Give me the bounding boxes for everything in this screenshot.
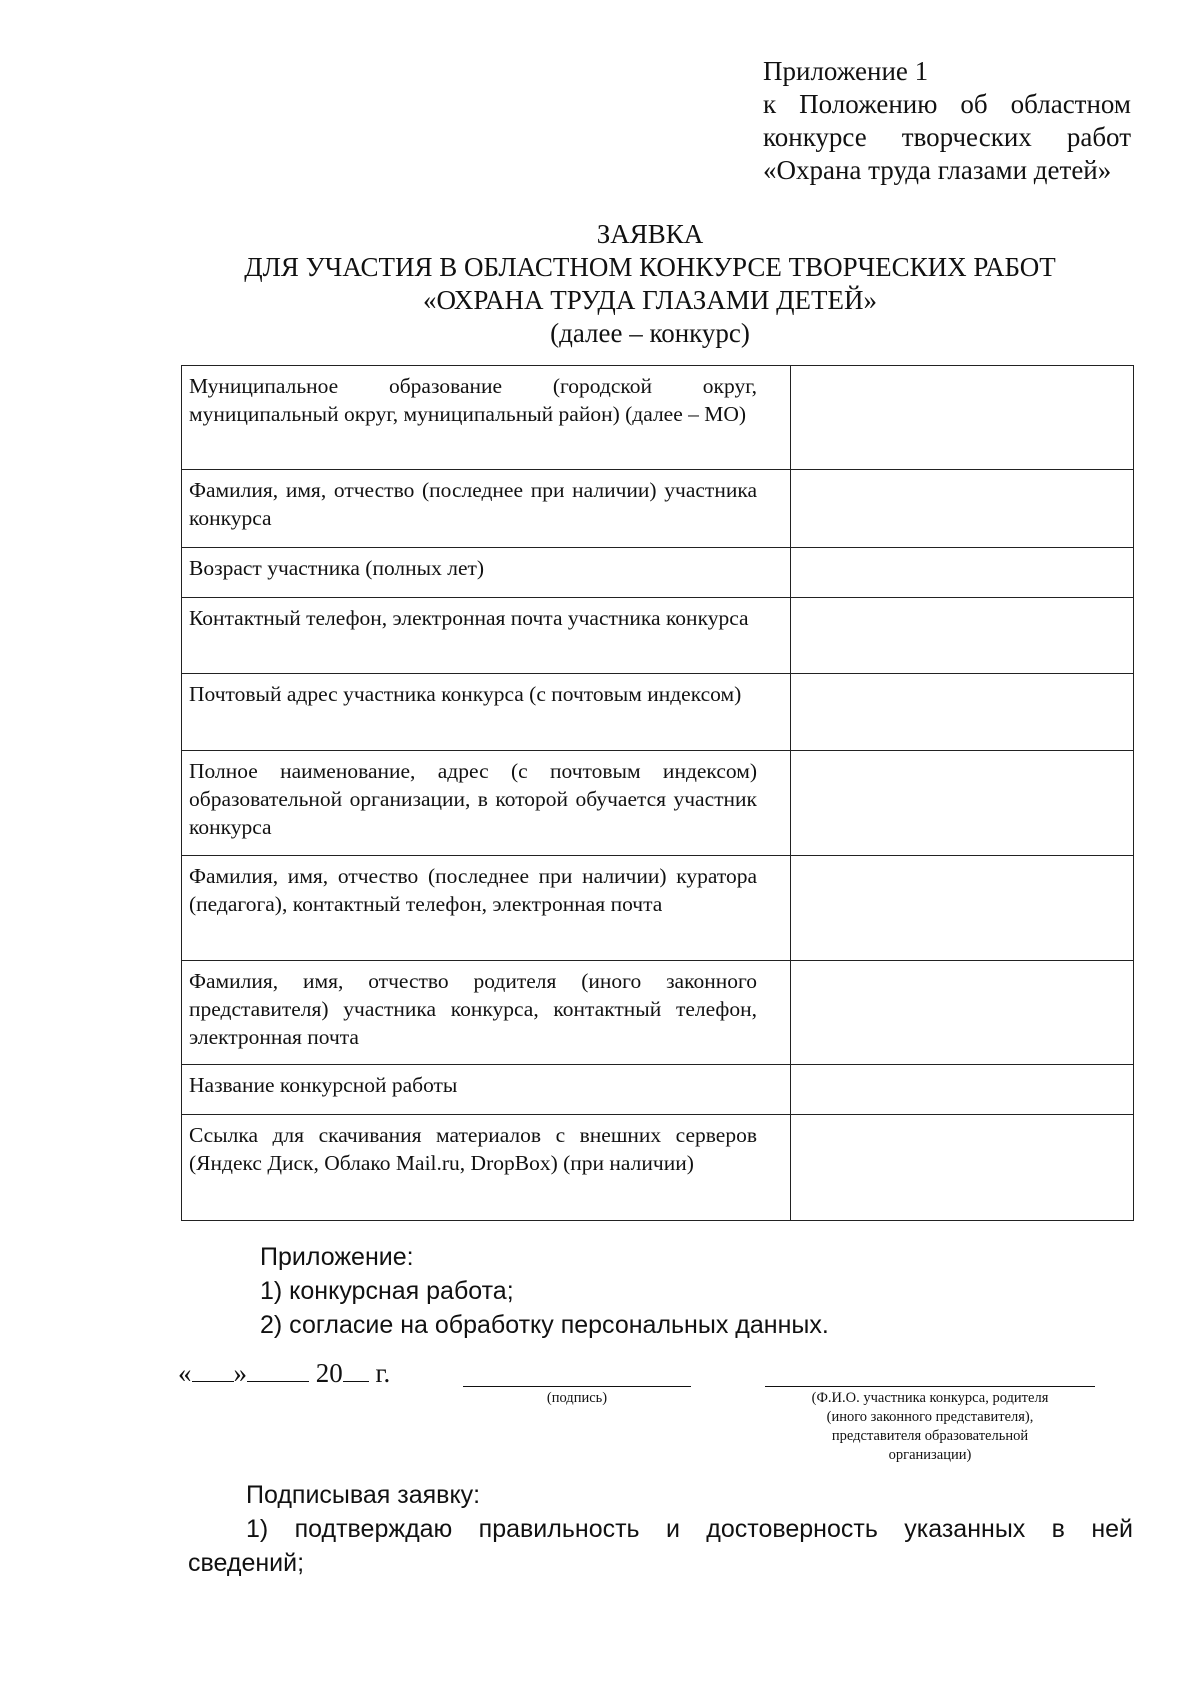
row-label: Контактный телефон, электронная почта участника конкурса <box>182 598 791 674</box>
row-label: Фамилия, имя, отчество родителя (иного законного представителя) участника конкурса, контактный телефон, электронная почта <box>182 961 791 1065</box>
title-line-2: ДЛЯ УЧАСТИЯ В ОБЛАСТНОМ КОНКУРСЕ ТВОРЧЕСКИХ РАБОТ <box>244 252 1056 282</box>
row-label: Название конкурсной работы <box>182 1065 791 1115</box>
title-line-3: «ОХРАНА ТРУДА ГЛАЗАМИ ДЕТЕЙ» <box>423 285 877 315</box>
year-suffix: г. <box>375 1358 391 1388</box>
table-row <box>182 674 1134 751</box>
table-row <box>182 470 1134 548</box>
appendix-line-4: «Охрана труда глазами детей» <box>763 155 1112 185</box>
attachment-item-1: 1) конкурсная работа; <box>260 1277 514 1305</box>
signing-intro: Подписывая заявку: <box>246 1481 481 1509</box>
name-caption-line-3: представителя образовательной <box>831 1428 1029 1444</box>
table-row <box>182 366 1134 470</box>
year-prefix: 20 <box>315 1358 343 1388</box>
signature-caption: (подпись) <box>546 1390 608 1406</box>
row-label: Ссылка для скачивания материалов с внешних серверов (Яндекс Диск, Облако Mail.ru, DropBox) (при наличии) <box>182 1115 791 1221</box>
row-label: Полное наименование, адрес (с почтовым индексом) образовательной организации, в которой обучается участник конкурса <box>182 751 791 856</box>
table-row <box>182 1115 1134 1221</box>
row-value-field[interactable] <box>791 598 1134 674</box>
title-line-1: ЗАЯВКА <box>596 219 704 249</box>
row-label: Почтовый адрес участника конкурса (с почтовым индексом) <box>182 674 791 751</box>
name-caption-line-2: (иного законного представителя), <box>826 1409 1034 1425</box>
appendix-line-3: конкурсе творческих работ <box>763 122 1131 152</box>
month-blank[interactable] <box>247 1355 309 1382</box>
table-row <box>182 751 1134 856</box>
name-caption <box>745 1389 1115 1465</box>
date-close-quote: » <box>233 1358 247 1388</box>
day-blank[interactable] <box>192 1355 234 1382</box>
table-row <box>182 598 1134 674</box>
row-value-field[interactable] <box>791 548 1134 598</box>
table-row <box>182 856 1134 961</box>
signing-item-1: 1) подтверждаю правильность и достоверность указанных в ней сведений; <box>188 1515 1133 1577</box>
row-value-field[interactable] <box>791 856 1134 961</box>
name-caption-line-4: организации) <box>888 1447 972 1463</box>
application-table <box>181 365 1134 1221</box>
signature-line[interactable] <box>463 1386 691 1387</box>
row-value-field[interactable] <box>791 1115 1134 1221</box>
row-label: Фамилия, имя, отчество (последнее при наличии) куратора (педагога), контактный телефон, электронная почта <box>182 856 791 961</box>
row-value-field[interactable] <box>791 470 1134 548</box>
date-field <box>178 1355 390 1390</box>
row-value-field[interactable] <box>791 751 1134 856</box>
table-row <box>182 548 1134 598</box>
appendix-line-1: Приложение 1 <box>763 56 929 86</box>
date-open-quote: « <box>178 1358 192 1388</box>
appendix-line-2: к Положению об областном <box>763 89 1131 119</box>
row-value-field[interactable] <box>791 366 1134 470</box>
row-label: Фамилия, имя, отчество (последнее при наличии) участника конкурса <box>182 470 791 548</box>
title-line-4: (далее – конкурс) <box>550 318 750 348</box>
signing-statement <box>188 1478 1133 1580</box>
row-value-field[interactable] <box>791 1065 1134 1115</box>
row-value-field[interactable] <box>791 961 1134 1065</box>
row-label: Муниципальное образование (городской округ, муниципальный округ, муниципальный район) (далее – МО) <box>182 366 791 470</box>
name-line[interactable] <box>765 1386 1095 1387</box>
year-blank[interactable] <box>343 1355 369 1382</box>
table-row <box>182 961 1134 1065</box>
document-title <box>160 218 1140 350</box>
appendix-header <box>763 55 1131 187</box>
row-value-field[interactable] <box>791 674 1134 751</box>
attachment-heading: Приложение: <box>260 1243 414 1271</box>
attachment-item-2: 2) согласие на обработку персональных данных. <box>260 1311 829 1339</box>
attachment-list <box>260 1240 829 1342</box>
row-label: Возраст участника (полных лет) <box>182 548 791 598</box>
table-row <box>182 1065 1134 1115</box>
name-caption-line-1: (Ф.И.О. участника конкурса, родителя <box>811 1390 1049 1406</box>
